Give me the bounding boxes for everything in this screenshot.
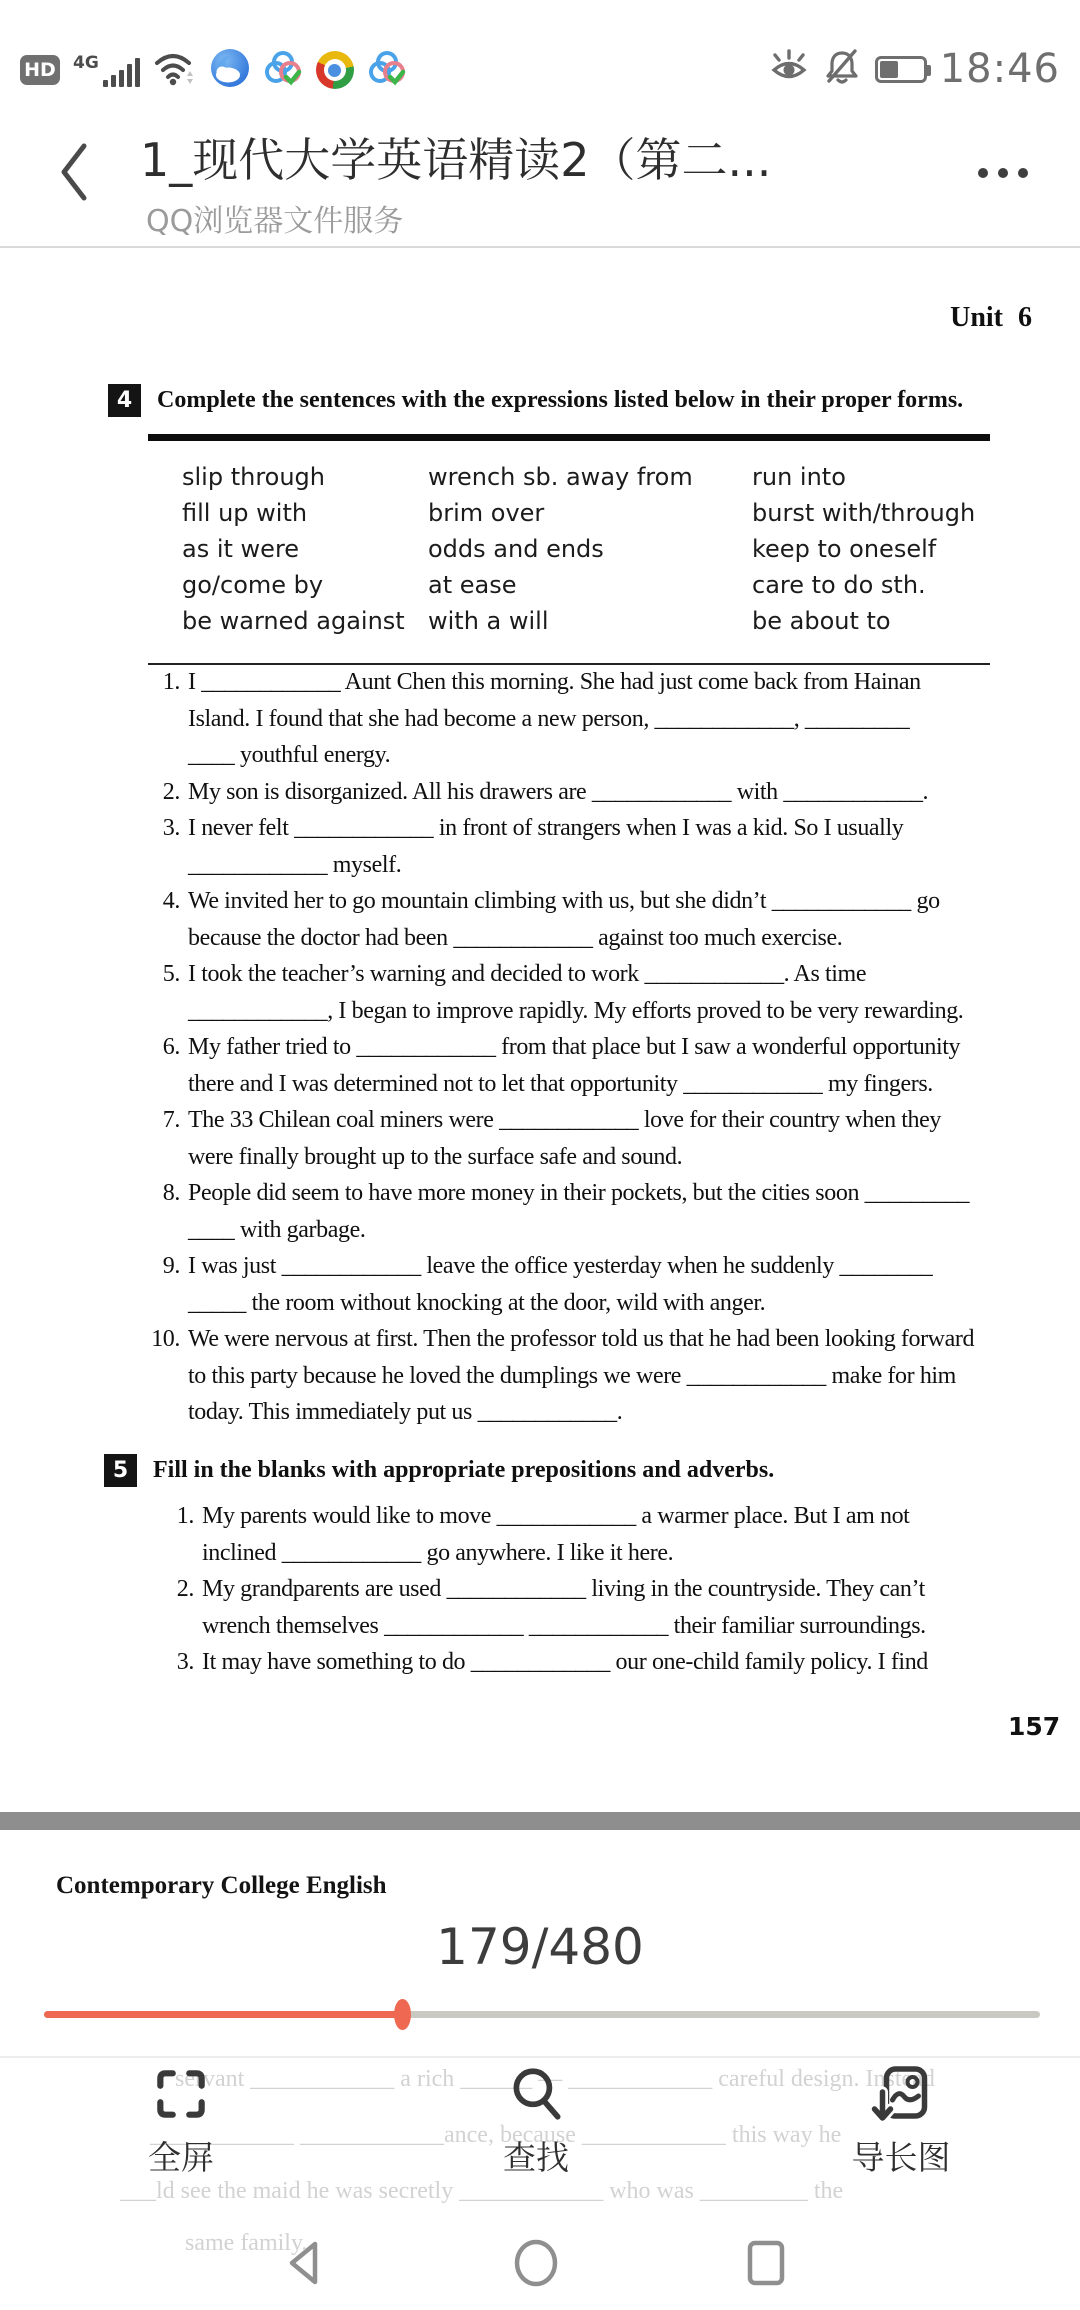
expression-item: at ease bbox=[428, 571, 517, 599]
sentence-line: ____ with garbage. bbox=[188, 1216, 366, 1243]
expression-item: go/come by bbox=[182, 571, 324, 599]
android-nav-bar bbox=[0, 2230, 1080, 2310]
panel-divider bbox=[0, 1812, 1080, 1830]
battery-icon bbox=[875, 56, 927, 83]
sentence-number: 2. bbox=[176, 1576, 194, 1602]
bell-muted-icon bbox=[822, 47, 862, 91]
export-long-image-label: 导长图 bbox=[851, 2138, 951, 2177]
book-page-number: 157 bbox=[1008, 1712, 1061, 1741]
tencent-rings-icon bbox=[263, 48, 303, 92]
exercise4-sentences bbox=[148, 664, 974, 1431]
sentence-number: 4. bbox=[162, 888, 180, 914]
ghost-text-line: same family. bbox=[185, 2230, 308, 2256]
qq-browser-icon bbox=[210, 48, 250, 92]
sentence-line: ____ youthful energy. bbox=[188, 742, 391, 768]
sentence-line: 6. My father tried to ____________ from that place but I saw a wonderful opportunity bbox=[148, 1029, 974, 1066]
sentence-line: inclined ____________ go anywhere. I like it here. bbox=[202, 1539, 674, 1566]
fullscreen-icon bbox=[150, 2058, 212, 2130]
clock-time: 18:46 bbox=[939, 46, 1060, 92]
find-button[interactable] bbox=[503, 2058, 569, 2179]
sentence-line: to this party because he loved the dumplings we were ____________ make for him bbox=[188, 1362, 956, 1389]
sentence-number: 6. bbox=[162, 1034, 180, 1060]
document-source-label: QQ浏览器文件服务 bbox=[146, 204, 404, 239]
sentence-line: 3. It may have something to do ____________ our one-child family policy. I find bbox=[162, 1644, 928, 1681]
exercise5-sentences bbox=[162, 1498, 928, 1681]
sentence-line: Island. I found that she had become a new person, ____________, _________ bbox=[188, 705, 910, 732]
sentence-number: 8. bbox=[162, 1180, 180, 1206]
sentence-line: 7. The 33 Chilean coal miners were ____________ love for their country when they bbox=[148, 1102, 974, 1139]
expression-item: wrench sb. away from bbox=[428, 463, 693, 491]
sentence-number: 5. bbox=[162, 961, 180, 987]
slider-thumb[interactable] bbox=[394, 1999, 411, 2030]
expression-item: be warned against bbox=[182, 607, 405, 635]
sentence-number: 7. bbox=[162, 1107, 180, 1133]
exercise5-header bbox=[104, 1454, 774, 1487]
search-icon bbox=[505, 2058, 567, 2130]
sentence-number: 9. bbox=[162, 1253, 180, 1279]
expression-item: brim over bbox=[428, 499, 545, 527]
expression-item: run into bbox=[752, 463, 846, 491]
wifi-icon bbox=[153, 48, 197, 92]
sentence-number: 2. bbox=[162, 778, 180, 805]
network-type-label: 4G bbox=[73, 53, 99, 73]
eye-comfort-icon bbox=[769, 47, 809, 91]
colorful-ring-icon bbox=[316, 51, 354, 89]
expression-item: as it were bbox=[182, 535, 300, 563]
exercise5-title: Fill in the blanks with appropriate prepositions and adverbs. bbox=[153, 1457, 775, 1483]
sentence-line: 2. My son is disorganized. All his drawers are ____________ with ____________. bbox=[148, 774, 974, 811]
more-menu-button[interactable] bbox=[972, 162, 1034, 184]
ghost-text-line: ____________ ____________ance, because ____________ this way he bbox=[150, 2122, 842, 2148]
exercise4-number-badge: 4 bbox=[108, 384, 141, 417]
ghost-text-line: ___ld see the maid he was secretly ____________ who was _________ the bbox=[120, 2178, 844, 2204]
exercise5-number-badge: 5 bbox=[104, 1454, 137, 1487]
sentence-line: 8. People did seem to have more money in their pockets, but the cities soon _________ bbox=[148, 1175, 974, 1212]
sentence-line: were finally brought up to the surface safe and sound. bbox=[188, 1143, 683, 1170]
sentence-number: 1. bbox=[176, 1503, 194, 1529]
expression-item: with a will bbox=[428, 607, 549, 635]
pdf-page-view[interactable] bbox=[0, 250, 1080, 1812]
expression-item: care to do sth. bbox=[752, 571, 926, 599]
sentence-number: 3. bbox=[162, 815, 180, 841]
signal-bars-icon bbox=[73, 53, 140, 87]
find-label: 查找 bbox=[503, 2138, 569, 2177]
sentence-number: 3. bbox=[176, 1649, 194, 1675]
expression-item: be about to bbox=[752, 607, 891, 635]
status-bar bbox=[0, 0, 1080, 100]
page-slider[interactable] bbox=[44, 2000, 1040, 2028]
expression-item: slip through bbox=[182, 463, 326, 491]
sentence-number: 1. bbox=[162, 669, 180, 695]
sentence-line: 9. I was just ____________ leave the office yesterday when he suddenly ________ bbox=[148, 1248, 974, 1285]
tencent-rings-icon bbox=[367, 48, 407, 92]
exercise4-header bbox=[108, 384, 963, 417]
expression-item: keep to oneself bbox=[752, 535, 937, 563]
sentence-line: 4. We invited her to go mountain climbing with us, but she didn’t ____________ go bbox=[148, 883, 974, 920]
expression-item: fill up with bbox=[182, 499, 308, 527]
sentence-line: 1. I ____________ Aunt Chen this morning. She had just come back from Hainan bbox=[148, 664, 974, 701]
sentence-line: ____________ myself. bbox=[188, 851, 402, 878]
sentence-line: today. This immediately put us ____________. bbox=[188, 1399, 623, 1425]
sentence-number: 10. bbox=[151, 1326, 180, 1352]
sentence-line: 2. My grandparents are used ____________ living in the countryside. They can’t bbox=[162, 1571, 928, 1608]
long-image-icon bbox=[869, 2058, 933, 2130]
app-header bbox=[0, 100, 1080, 248]
page-progress-indicator: 179/480 bbox=[436, 1918, 644, 1976]
export-long-image-button[interactable] bbox=[852, 2058, 951, 2179]
ghost-text-line: servant ____________ a rich ______ — ____________ careful design. Instead bbox=[175, 2066, 935, 2092]
recents-square-icon[interactable] bbox=[741, 2238, 791, 2292]
expression-item: odds and ends bbox=[428, 535, 604, 563]
expression-item: burst with/through bbox=[752, 499, 976, 527]
slider-fill bbox=[44, 2011, 403, 2018]
exercise4-title: Complete the sentences with the expressions listed below in their proper forms. bbox=[157, 387, 964, 413]
document-title: 1_现代大学英语精读2（第二... bbox=[140, 133, 772, 187]
back-button[interactable] bbox=[52, 140, 96, 204]
sentence-line: because the doctor had been ____________ against too much exercise. bbox=[188, 924, 843, 951]
book-title: Contemporary College English bbox=[56, 1872, 387, 1899]
sentence-line: 5. I took the teacher’s warning and decided to work ____________. As time bbox=[148, 956, 974, 993]
sentence-line: there and I was determined not to let that opportunity ____________ my fingers. bbox=[188, 1070, 933, 1097]
sentence-line: ____________, I began to improve rapidly. My efforts proved to be very rewarding. bbox=[188, 997, 964, 1024]
fullscreen-button[interactable] bbox=[148, 2058, 214, 2179]
sentence-line: 3. I never felt ____________ in front of strangers when I was a kid. So I usually bbox=[148, 810, 974, 847]
sentence-line: 10. We were nervous at first. Then the professor told us that he had been looking forward bbox=[148, 1321, 974, 1358]
fullscreen-label: 全屏 bbox=[148, 2138, 214, 2177]
hd-badge: HD bbox=[20, 55, 60, 85]
home-circle-icon[interactable] bbox=[511, 2238, 561, 2292]
unit-heading: Unit 6 bbox=[950, 302, 1032, 333]
sentence-line: _____ the room without knocking at the door, wild with anger. bbox=[188, 1289, 766, 1316]
expressions-table bbox=[148, 434, 990, 665]
sentence-line: wrench themselves ____________ ____________ their familiar surroundings. bbox=[202, 1612, 926, 1639]
sentence-line: 1. My parents would like to move ____________ a warmer place. But I am not bbox=[162, 1498, 928, 1535]
